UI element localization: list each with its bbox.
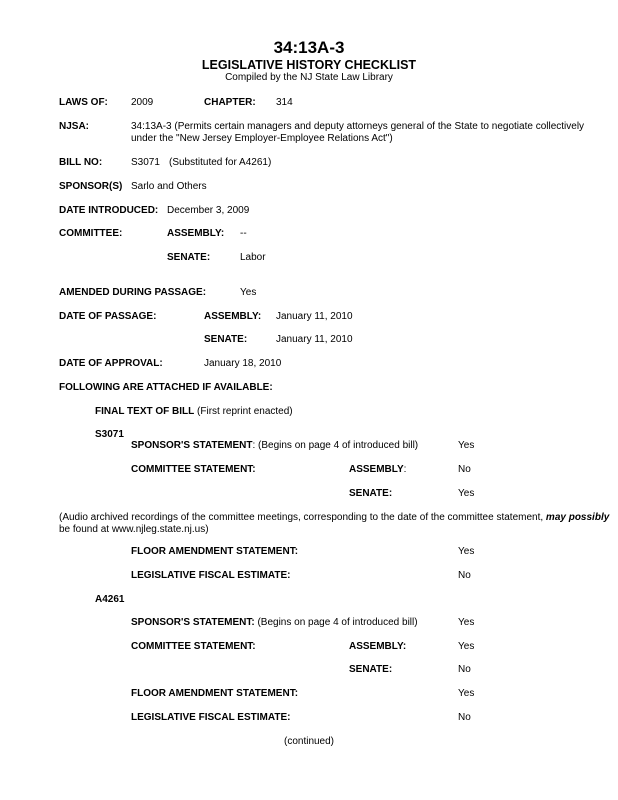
- s3071-heading: S3071: [95, 429, 124, 440]
- final-text-row: [95, 406, 293, 417]
- a4261-floor-value: Yes: [458, 688, 475, 699]
- s3071-assembly-colon: :: [403, 464, 407, 475]
- compiled-by: Compiled by the NJ State Law Library: [225, 72, 393, 83]
- s3071-fiscal-label: LEGISLATIVE FISCAL ESTIMATE:: [131, 570, 291, 581]
- passage-assembly-value: January 11, 2010: [276, 311, 353, 322]
- njsa-label: NJSA:: [59, 121, 90, 132]
- a4261-floor-label: FLOOR AMENDMENT STATEMENT:: [131, 688, 299, 699]
- a4261-sponsor-row: [131, 617, 418, 628]
- a4261-assembly-value: Yes: [458, 641, 475, 652]
- s3071-sponsor-note: : (Begins on page 4 of introduced bill): [252, 440, 419, 451]
- a4261-sponsor-label: SPONSOR'S STATEMENT:: [131, 617, 255, 628]
- attached-heading: FOLLOWING ARE ATTACHED IF AVAILABLE:: [59, 382, 273, 393]
- bill-no-value: S3071: [131, 157, 160, 168]
- s3071-assembly-label: ASSEMBLY: [349, 464, 404, 475]
- audio-note-line1: [59, 512, 609, 523]
- date-of-approval-value: January 18, 2010: [204, 358, 282, 369]
- chapter-value: 314: [276, 97, 293, 108]
- date-of-passage-label: DATE OF PASSAGE:: [59, 311, 157, 322]
- laws-of-label: LAWS OF:: [59, 97, 108, 108]
- passage-assembly-label: ASSEMBLY:: [204, 311, 262, 322]
- s3071-senate-value: Yes: [458, 488, 475, 499]
- committee-assembly-label: ASSEMBLY:: [167, 228, 225, 239]
- page-subtitle: LEGISLATIVE HISTORY CHECKLIST: [201, 58, 417, 72]
- s3071-assembly-row: [349, 464, 406, 475]
- bill-no-note: (Substituted for A4261): [169, 157, 272, 168]
- committee-assembly-value: --: [240, 228, 247, 239]
- s3071-sponsor-label: SPONSOR'S STATEMENT: [131, 440, 253, 451]
- a4261-senate-label: SENATE:: [349, 664, 393, 675]
- date-introduced-value: December 3, 2009: [167, 205, 250, 216]
- s3071-floor-value: Yes: [458, 546, 475, 557]
- audio-note-emphasis: may possibly: [545, 512, 610, 523]
- a4261-sponsor-value: Yes: [458, 617, 475, 628]
- s3071-assembly-value: No: [458, 464, 471, 475]
- final-text-note: (First reprint enacted): [197, 406, 293, 417]
- continued-footer: (continued): [283, 736, 335, 747]
- committee-senate-value: Labor: [240, 252, 266, 263]
- committee-senate-label: SENATE:: [167, 252, 211, 263]
- a4261-sponsor-note: (Begins on page 4 of introduced bill): [254, 617, 418, 628]
- a4261-assembly-label: ASSEMBLY:: [349, 641, 407, 652]
- amended-label: AMENDED DURING PASSAGE:: [59, 287, 207, 298]
- audio-note-line2: be found at www.njleg.state.nj.us): [59, 524, 209, 535]
- a4261-fiscal-label: LEGISLATIVE FISCAL ESTIMATE:: [131, 712, 291, 723]
- a4261-heading: A4261: [95, 594, 125, 605]
- s3071-floor-label: FLOOR AMENDMENT STATEMENT:: [131, 546, 299, 557]
- audio-note-text: (Audio archived recordings of the committee meetings, corresponding to the date of the committee statement,: [59, 512, 546, 523]
- committee-label: COMMITTEE:: [59, 228, 123, 239]
- a4261-senate-value: No: [458, 664, 471, 675]
- njsa-line2: under the "New Jersey Employer-Employee Relations Act"): [131, 133, 393, 144]
- a4261-fiscal-value: No: [458, 712, 471, 723]
- a4261-committee-label: COMMITTEE STATEMENT:: [131, 641, 256, 652]
- s3071-fiscal-value: No: [458, 570, 471, 581]
- laws-of-value: 2009: [131, 97, 154, 108]
- amended-value: Yes: [240, 287, 257, 298]
- date-introduced-label: DATE INTRODUCED:: [59, 205, 159, 216]
- date-of-approval-label: DATE OF APPROVAL:: [59, 358, 163, 369]
- s3071-sponsor-value: Yes: [458, 440, 475, 451]
- passage-senate-value: January 11, 2010: [276, 334, 353, 345]
- sponsors-value: Sarlo and Others: [131, 181, 207, 192]
- s3071-sponsor-row: [131, 440, 418, 451]
- chapter-label: CHAPTER:: [204, 97, 256, 108]
- sponsors-label: SPONSOR(S): [59, 181, 123, 192]
- page-title: 34:13A-3: [273, 38, 345, 57]
- njsa-line1: 34:13A-3 (Permits certain managers and deputy attorneys general of the State to negotiate collectively: [131, 121, 585, 132]
- bill-no-label: BILL NO:: [59, 157, 103, 168]
- s3071-senate-label: SENATE:: [349, 488, 393, 499]
- final-text-label: FINAL TEXT OF BILL: [95, 406, 195, 417]
- passage-senate-label: SENATE:: [204, 334, 248, 345]
- s3071-committee-label: COMMITTEE STATEMENT:: [131, 464, 256, 475]
